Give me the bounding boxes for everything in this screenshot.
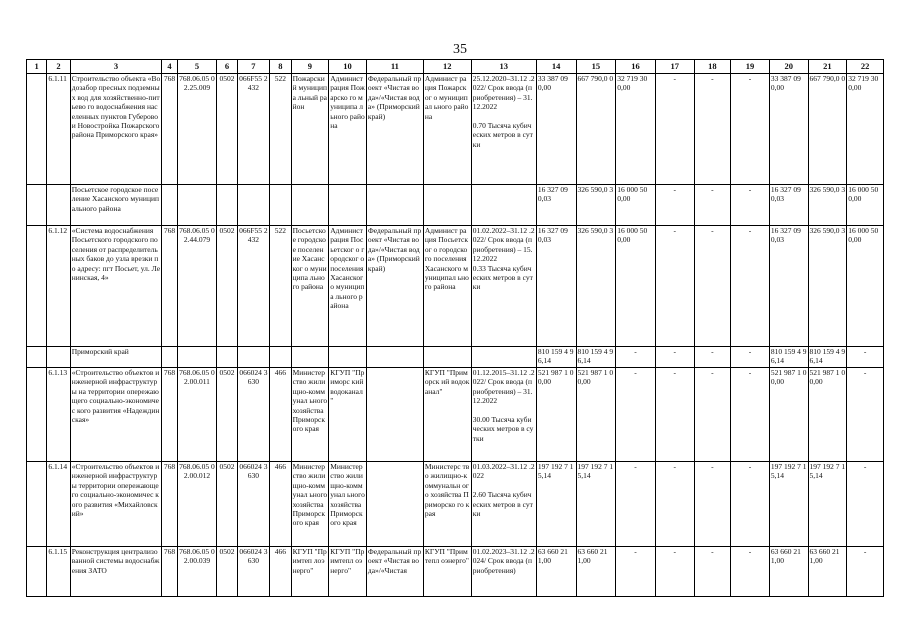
- table-cell: -: [655, 74, 694, 185]
- table-cell: «Строительство объектов инженерной инфраструктуры территории опережающего социально-экономичес кого развития «Михайловский»: [70, 462, 162, 547]
- table-cell: -: [694, 185, 731, 226]
- table-cell: -: [847, 462, 884, 547]
- table-cell: [471, 185, 536, 226]
- table-cell: -: [694, 547, 731, 597]
- header-col-21: 21: [808, 60, 847, 74]
- table-cell: -: [731, 462, 770, 547]
- table-cell: -: [731, 226, 770, 347]
- table-cell: 066F55 2432: [237, 74, 270, 185]
- table-cell: [237, 185, 270, 226]
- table-cell: 326 590,0 3: [576, 185, 616, 226]
- table-cell: 810 159 4 96,14: [576, 347, 616, 368]
- table-cell: -: [731, 74, 770, 185]
- header-col-10: 10: [329, 60, 367, 74]
- table-cell: 326 590,0 3: [808, 226, 847, 347]
- table-cell: Приморский край: [70, 347, 162, 368]
- table-cell: Админист рация Пожарско го муниципа льного района: [329, 74, 367, 185]
- table-cell: 0502: [217, 462, 237, 547]
- header-col-17: 17: [655, 60, 694, 74]
- table-cell: -: [694, 226, 731, 347]
- table-cell: 667 790,0 0: [576, 74, 616, 185]
- table-cell: 33 387 09 0,00: [769, 74, 808, 185]
- table-cell: 197 192 7 15,14: [536, 462, 576, 547]
- table-cell: [27, 185, 47, 226]
- table-cell: [423, 347, 471, 368]
- table-cell: Министерс тво жилищно-к оммунальн ого хозяйства Приморско го края: [423, 462, 471, 547]
- table-cell: 16 000 50 0,00: [847, 226, 884, 347]
- table-cell: 16 327 09 0,03: [769, 185, 808, 226]
- table-cell: 810 159 4 96,14: [769, 347, 808, 368]
- header-col-13: 13: [471, 60, 536, 74]
- header-col-18: 18: [694, 60, 731, 74]
- table-cell: 197 192 7 15,14: [808, 462, 847, 547]
- table-cell: -: [616, 347, 656, 368]
- table-cell: 810 159 4 96,14: [536, 347, 576, 368]
- table-cell: -: [847, 347, 884, 368]
- table-cell: -: [616, 462, 656, 547]
- table-cell: 63 660 21 1,00: [576, 547, 616, 597]
- header-col-8: 8: [270, 60, 291, 74]
- table-cell: 768.06.05 02.44.079: [177, 226, 217, 347]
- table-cell: КГУП "Приморск ий водоканал": [423, 368, 471, 462]
- table-cell: 63 660 21 1,00: [808, 547, 847, 597]
- table-cell: 6.1.15: [47, 547, 70, 597]
- page-number: 35: [453, 42, 467, 57]
- header-col-3: 3: [70, 60, 162, 74]
- table-cell: 066024 3630: [237, 462, 270, 547]
- table-cell: [270, 347, 291, 368]
- table-cell: [162, 185, 177, 226]
- table-cell: 0502: [217, 74, 237, 185]
- table-cell: 33 387 09 0,00: [536, 74, 576, 185]
- table-cell: 16 327 09 0,03: [769, 226, 808, 347]
- table-cell: [27, 547, 47, 597]
- table-cell: [329, 185, 367, 226]
- table-cell: -: [655, 226, 694, 347]
- table-cell: [162, 347, 177, 368]
- table-cell: -: [616, 368, 656, 462]
- table-cell: 63 660 21 1,00: [536, 547, 576, 597]
- table-cell: 32 719 30 0,00: [847, 74, 884, 185]
- table-cell: [27, 347, 47, 368]
- table-cell: 066F55 2432: [237, 226, 270, 347]
- table-cell: [423, 185, 471, 226]
- header-col-20: 20: [769, 60, 808, 74]
- table-cell: 6.1.14: [47, 462, 70, 547]
- table-cell: «Строительство объектов инженерной инфраструктуры на территории опережающего социально-экономичес кого развития «Надеждинская»: [70, 368, 162, 462]
- budget-table: [26, 59, 884, 597]
- table-cell: 810 159 4 96,14: [808, 347, 847, 368]
- table-cell: [366, 462, 423, 547]
- table-cell: 6.1.13: [47, 368, 70, 462]
- header-col-1: 1: [27, 60, 47, 74]
- table-cell: 521 987 1 00,00: [576, 368, 616, 462]
- table-cell: 768: [162, 547, 177, 597]
- table-header: [27, 60, 884, 74]
- table-row: [27, 347, 884, 368]
- table-cell: 768: [162, 368, 177, 462]
- table-cell: «Система водоснабжения Посьетского городского поселения от распределительных баков до узла врезки по адресу: пгт Посьет, ул. Ленинская, 4»: [70, 226, 162, 347]
- table-cell: -: [694, 368, 731, 462]
- table-cell: 6.1.12: [47, 226, 70, 347]
- table-cell: 63 660 21 1,00: [769, 547, 808, 597]
- table-cell: КГУП "Примтеп лоэнерго": [291, 547, 329, 597]
- table-cell: -: [655, 368, 694, 462]
- table-cell: [237, 347, 270, 368]
- table-cell: -: [655, 185, 694, 226]
- header-col-6: 6: [217, 60, 237, 74]
- table-cell: Министер ство жилищно-коммунал ьного хозяйства Приморск ого края: [329, 462, 367, 547]
- table-cell: [471, 347, 536, 368]
- table-row: [27, 185, 884, 226]
- table-cell: 522: [270, 226, 291, 347]
- table-cell: 01.03.2022–31.12 .2022 2.60 Тысяча кубических метров в сутки: [471, 462, 536, 547]
- table-cell: [27, 368, 47, 462]
- table-cell: 768: [162, 462, 177, 547]
- table-cell: 0502: [217, 547, 237, 597]
- table-cell: Строительство объекта «Водозабор пресных подземных вод для хозяйственно-питьево го водоснабжения населенных пунктов Губерово и Новостройка Пожарского района Приморского края»: [70, 74, 162, 185]
- table-cell: Пожарски й муниципа льный район: [291, 74, 329, 185]
- table-cell: 768.06.05 02.00.039: [177, 547, 217, 597]
- table-cell: [47, 347, 70, 368]
- header-col-2: 2: [47, 60, 70, 74]
- table-cell: Админист рация Посьетског о городского поселения Хасанского муниципал ьного района: [423, 226, 471, 347]
- table-cell: 16 000 50 0,00: [616, 185, 656, 226]
- table-cell: -: [655, 462, 694, 547]
- header-col-5: 5: [177, 60, 217, 74]
- table-cell: Посьетское городское поселение Хасанского муниципального района: [70, 185, 162, 226]
- table-cell: КГУП "Примтепл оэнерго": [329, 547, 367, 597]
- table-cell: 16 000 50 0,00: [616, 226, 656, 347]
- table-cell: 768: [162, 74, 177, 185]
- table-cell: 326 590,0 3: [808, 185, 847, 226]
- header-col-15: 15: [576, 60, 616, 74]
- table-cell: [177, 185, 217, 226]
- table-cell: [217, 347, 237, 368]
- table-cell: -: [616, 547, 656, 597]
- table-cell: 522: [270, 74, 291, 185]
- table-cell: [366, 368, 423, 462]
- table-cell: 01.02.2023–31.12 .2024/ Срок ввода (приобретения): [471, 547, 536, 597]
- table-cell: [47, 185, 70, 226]
- table-cell: -: [694, 347, 731, 368]
- table-cell: 066024 3630: [237, 547, 270, 597]
- header-col-7: 7: [237, 60, 270, 74]
- table-cell: 326 590,0 3: [576, 226, 616, 347]
- table-cell: 667 790,0 0: [808, 74, 847, 185]
- table-cell: -: [655, 547, 694, 597]
- table-cell: 16 327 09 0,03: [536, 226, 576, 347]
- table-cell: [27, 74, 47, 185]
- table-cell: -: [731, 547, 770, 597]
- table-cell: -: [655, 347, 694, 368]
- table-cell: [270, 185, 291, 226]
- table-cell: КГУП "Приморс кий водоканал ": [329, 368, 367, 462]
- header-col-4: 4: [162, 60, 177, 74]
- table-cell: 521 987 1 00,00: [769, 368, 808, 462]
- table-cell: 768.06.05 02.00.011: [177, 368, 217, 462]
- table-cell: Федеральный проект «Чистая вода»/«Чистая вода» (Приморский край): [366, 74, 423, 185]
- table-cell: 25.12.2020–31.12 .2022/ Срок ввода (приобретения) – 31.12.2022 0.70 Тысяча кубических метров в сутки: [471, 74, 536, 185]
- table-cell: 768.06.05 02.00.012: [177, 462, 217, 547]
- header-col-22: 22: [847, 60, 884, 74]
- table-cell: 466: [270, 547, 291, 597]
- table-cell: 6.1.11: [47, 74, 70, 185]
- table-row: [27, 462, 884, 547]
- table-cell: 768.06.05 02.25.009: [177, 74, 217, 185]
- table-cell: Министер ство жилищно-коммунал ьного хозяйства Приморск ого края: [291, 462, 329, 547]
- table-cell: 768: [162, 226, 177, 347]
- table-cell: Федеральный проект «Чистая вода»/«Чистая вода» (Приморский край): [366, 226, 423, 347]
- table-cell: [291, 347, 329, 368]
- table-cell: КГУП "Примтепл оэнерго": [423, 547, 471, 597]
- table-cell: 066024 3630: [237, 368, 270, 462]
- header-col-12: 12: [423, 60, 471, 74]
- table-cell: -: [731, 185, 770, 226]
- table-row: [27, 547, 884, 597]
- header-col-14: 14: [536, 60, 576, 74]
- table-cell: -: [694, 462, 731, 547]
- table-cell: Посьетско е городское поселение Хасанског о муниципа льного района: [291, 226, 329, 347]
- table-row: [27, 74, 884, 185]
- table-cell: Реконструкция централизованной системы водоснабжения ЗАТО: [70, 547, 162, 597]
- table-cell: 197 192 7 15,14: [769, 462, 808, 547]
- header-col-9: 9: [291, 60, 329, 74]
- table-cell: 32 719 30 0,00: [616, 74, 656, 185]
- table-body: [27, 74, 884, 597]
- table-cell: -: [847, 368, 884, 462]
- table-cell: Федеральный проект «Чистая вода»/«Чистая: [366, 547, 423, 597]
- table-cell: 521 987 1 00,00: [808, 368, 847, 462]
- header-col-11: 11: [366, 60, 423, 74]
- table-row: [27, 226, 884, 347]
- table-cell: 16 327 09 0,03: [536, 185, 576, 226]
- table-cell: [329, 347, 367, 368]
- table-cell: 0502: [217, 226, 237, 347]
- table-cell: -: [847, 547, 884, 597]
- table-cell: [366, 347, 423, 368]
- table-cell: 01.02.2022–31.12 .2022/ Срок ввода (приобретения) – 15.12.2022 0.33 Тысяча кубических метров в сутки: [471, 226, 536, 347]
- table-cell: 466: [270, 462, 291, 547]
- table-row: [27, 368, 884, 462]
- table-cell: 01.12.2015–31.12 .2022/ Срок ввода (приобретения) – 31.12.2022 30.00 Тысяча кубических метров в сутки: [471, 368, 536, 462]
- header-col-19: 19: [731, 60, 770, 74]
- table-cell: Админист рация Пожарског о муниципал ьного района: [423, 74, 471, 185]
- table-cell: Админист рация Посьетског о городског о поселения Хасанског о муниципа льного района: [329, 226, 367, 347]
- table-cell: -: [731, 347, 770, 368]
- table-cell: [366, 185, 423, 226]
- table-cell: -: [731, 368, 770, 462]
- table-cell: 466: [270, 368, 291, 462]
- table-cell: [217, 185, 237, 226]
- header-col-16: 16: [616, 60, 656, 74]
- table-cell: 0502: [217, 368, 237, 462]
- table-cell: Министер ство жилищно-коммунал ьного хозяйства Приморск ого края: [291, 368, 329, 462]
- table-cell: [291, 185, 329, 226]
- table-cell: -: [694, 74, 731, 185]
- table-cell: [27, 226, 47, 347]
- table-cell: [27, 462, 47, 547]
- table-cell: 197 192 7 15,14: [576, 462, 616, 547]
- table-cell: 16 000 50 0,00: [847, 185, 884, 226]
- table-cell: 521 987 1 00,00: [536, 368, 576, 462]
- table-cell: [177, 347, 217, 368]
